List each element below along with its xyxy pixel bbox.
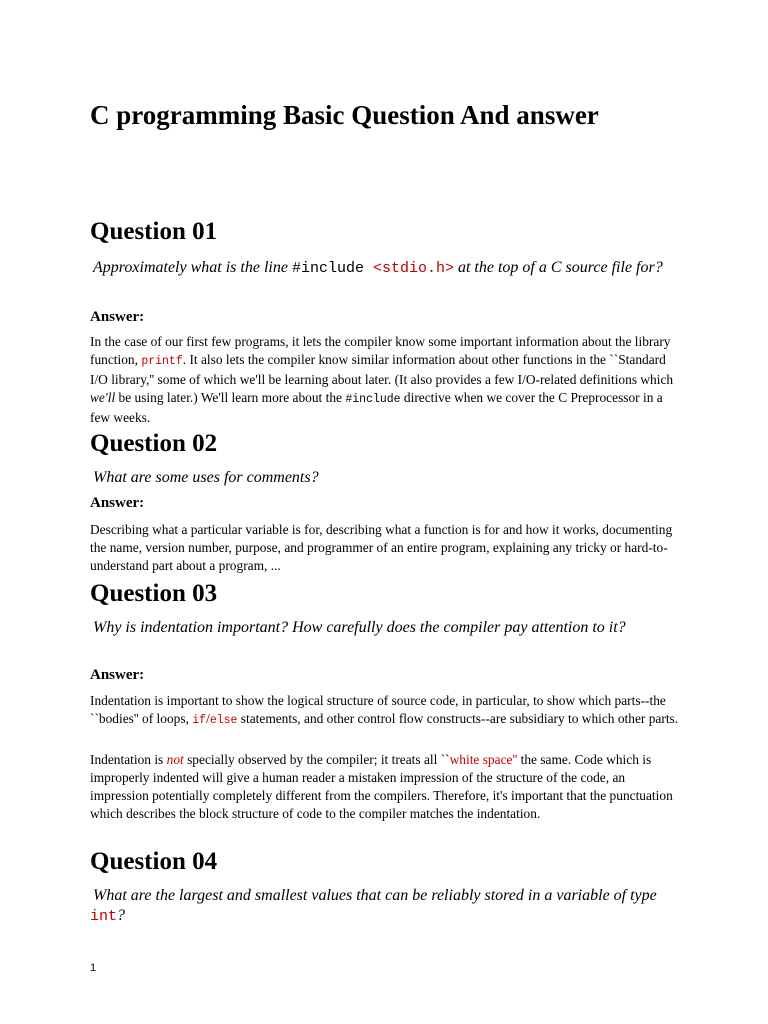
question-03-answer-label: Answer: [90, 667, 145, 683]
question-02-text: What are some uses for comments? [93, 469, 319, 486]
question-01-text-post: at the top of a C source file for? [453, 259, 663, 276]
code-else: else [209, 714, 238, 727]
question-03-p1-pre: Indentation is important to show the logical structure of source code, in particular, to show which parts--the ``bodies'' of loops, [90, 693, 666, 726]
question-04-text-post: ? [117, 907, 126, 924]
question-01-code-include: #include [291, 260, 364, 277]
question-03-answer-paragraph-2 [90, 751, 682, 823]
page-number: 1 [90, 962, 97, 974]
code-printf: printf [141, 355, 183, 368]
emphasis-not: not [166, 752, 184, 767]
question-03-p1-post: statements, and other control flow constructs--are subsidiary to which other parts. [237, 711, 679, 726]
question-04-heading: Question 04 [90, 848, 218, 875]
question-02-answer: Describing what a particular variable is for, describing what a function is for and how it works, documenting the name, version number, purpose, and programmer of an entire program, explaining any tricky or hard-to-understand part about a program, ... [90, 522, 673, 573]
term-white-space: white space'' [449, 752, 518, 767]
question-01-text-pre: Approximately what is the line [93, 259, 292, 276]
question-01-answer-post: directive when we cover the C Preprocessor in a few weeks. [90, 390, 663, 425]
question-01-answer-emphasis: we'll [90, 390, 116, 405]
question-01-code-stdio: <stdio.h> [372, 260, 454, 277]
question-03-p2-pre: Indentation is [90, 752, 167, 767]
document-title: C programming Basic Question And answer [90, 100, 599, 130]
code-if: if [192, 714, 207, 727]
question-01-answer-pre: In the case of our first few programs, it lets the compiler know some important information about the library function, [90, 334, 671, 367]
question-01-answer-mid2: be using later.) We'll learn more about the [115, 390, 346, 405]
question-01-answer-label: Answer: [90, 309, 145, 325]
question-03-p2-mid: specially observed by the compiler; it treats all `` [183, 752, 450, 767]
question-04-text [90, 886, 680, 927]
question-03-answer-paragraph-1 [90, 692, 682, 730]
code-int: int [90, 908, 118, 925]
question-04-text-pre: What are the largest and smallest values that can be reliably stored in a variable of type [93, 887, 657, 904]
question-03-text: Why is indentation important? How carefully does the compiler pay attention to it? [93, 619, 626, 636]
question-02-answer-label: Answer: [90, 495, 145, 511]
question-01-answer [90, 333, 682, 427]
code-include: #include [345, 393, 401, 406]
question-03-p1-slash: / [206, 711, 210, 726]
question-01-heading: Question 01 [90, 218, 218, 245]
question-03-p2-post: the same. Code which is improperly indented will give a human reader a mistaken impression of the structure of the code, an impression potentially completely different from the compilers. Therefore, it's important that the punctuation which describes the block structure of code to the compiler matches the indentation. [90, 752, 673, 821]
question-01-answer-mid1: . It also lets the compiler know similar information about other functions in the ``Standard I/O library,'' some of which we'll be learning about later. (It also provides a few I/O-related definitions which [90, 352, 674, 387]
question-01-text [90, 258, 680, 279]
question-02-heading: Question 02 [90, 430, 218, 457]
question-03-heading: Question 03 [90, 580, 218, 607]
